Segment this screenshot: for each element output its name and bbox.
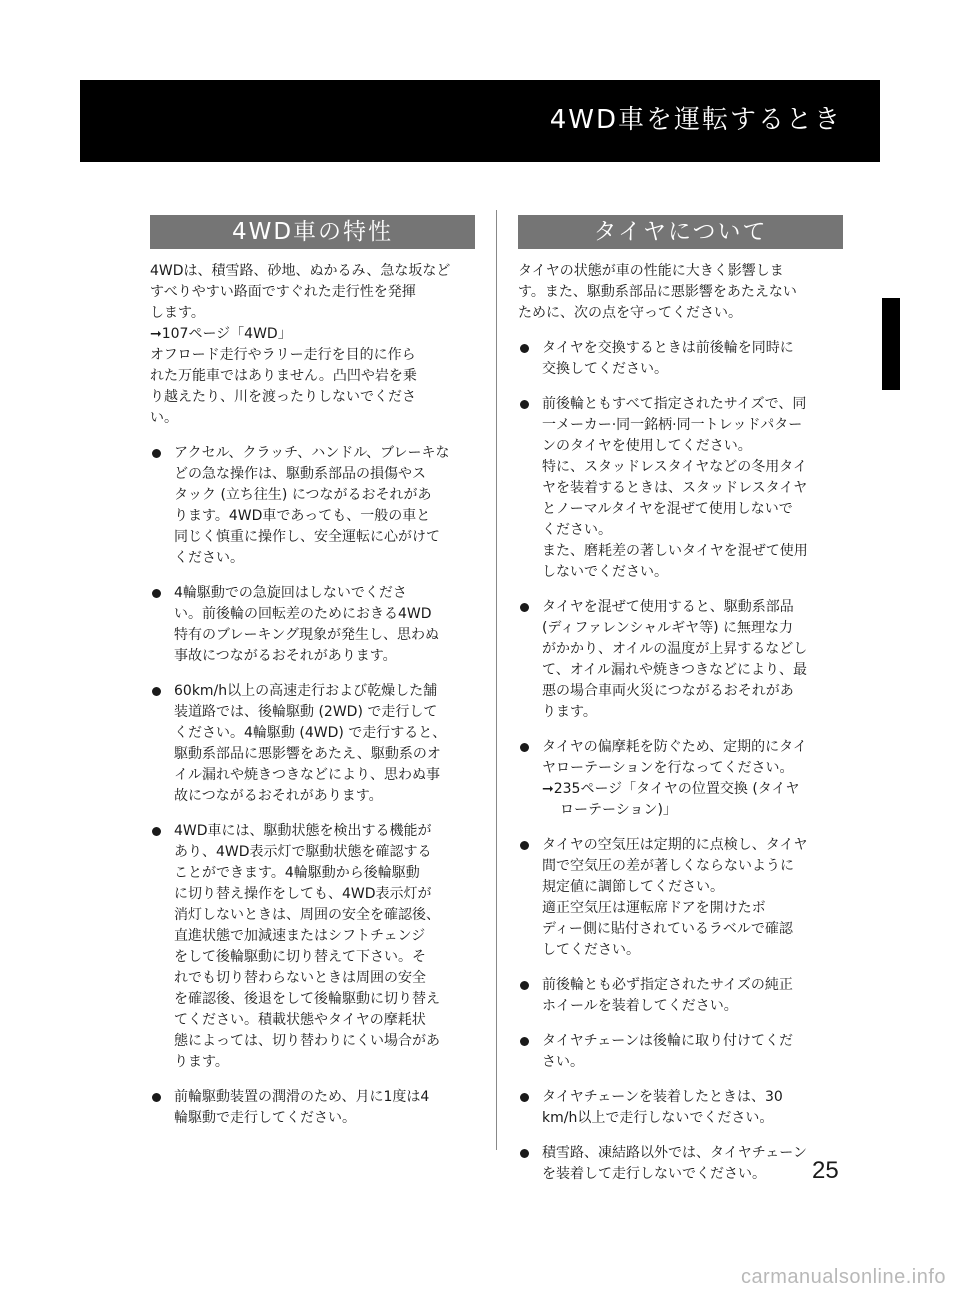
text-line: タイヤの状態が車の性能に大きく影響しま <box>518 263 784 279</box>
left-bullet-list <box>150 443 475 1129</box>
list-item <box>518 597 843 723</box>
watermark: carmanualsonline.info <box>740 1266 946 1288</box>
text-line: い。 <box>150 410 178 426</box>
bullet-icon <box>520 1093 529 1102</box>
text-line: イル漏れや焼きつきなどにより、思わぬ事 <box>174 767 440 783</box>
text-line: ります。 <box>174 1054 229 1070</box>
text-line: (ディファレンシャルギヤ等) に無理な力 <box>542 620 793 636</box>
text-line: すべりやすい路面ですぐれた走行性を発揮 <box>150 284 416 300</box>
bullet-icon <box>152 827 161 836</box>
text-line: さい。 <box>542 1054 584 1070</box>
text-line: タック (立ち往生) につながるおそれがあ <box>174 487 432 503</box>
bullet-icon <box>152 449 161 458</box>
text-line: 態によっては、切り替わりにくい場合があ <box>174 1033 440 1049</box>
text-line: しないでください。 <box>542 564 668 580</box>
text-line: 前輪駆動装置の潤滑のため、月に1度は4 <box>174 1089 430 1105</box>
list-item <box>518 394 843 583</box>
list-item <box>518 1031 843 1073</box>
text-line: ことができます。4輪駆動から後輪駆動 <box>174 865 420 881</box>
text-line: タイヤを交換するときは前後輪を同時に <box>542 340 794 356</box>
text-line: 一メーカー·同一銘柄·同一トレッドパター <box>542 417 803 433</box>
header-band <box>80 80 880 162</box>
text-line: 規定値に調節してください。 <box>542 879 724 895</box>
text-line: 事故につながるおそれがあります。 <box>174 648 397 664</box>
text-line: 積雪路、凍結路以外では、タイヤチェーン <box>542 1145 808 1161</box>
text-line: あり、4WD表示灯で駆動状態を確認する <box>174 844 432 860</box>
text-line: てください。積載状態やタイヤの摩耗状 <box>174 1012 426 1028</box>
text-line: タイヤチェーンを装着したときは、30 <box>542 1089 783 1105</box>
text-line: アクセル、クラッチ、ハンドル、ブレーキな <box>174 445 450 461</box>
chapter-tab-marker <box>882 298 900 390</box>
text-line: 前後輪とも必ず指定されたサイズの純正 <box>542 977 793 993</box>
text-line: に切り替え操作をしても、4WD表示灯が <box>174 886 432 902</box>
text-line: い。前後輪の回転差のためにおきる4WD <box>174 606 432 622</box>
text-line: れでも切り替わらないときは周囲の安全 <box>174 970 426 986</box>
section-heading-tires: タイヤについて <box>518 215 843 249</box>
text-line: がかかり、オイルの温度が上昇するなどし <box>542 641 808 657</box>
text-line: してください。 <box>542 942 640 958</box>
text-line: をして後輪駆動に切り替えて下さい。そ <box>174 949 426 965</box>
text-line: ください。 <box>174 550 244 566</box>
text-line: タイヤチェーンは後輪に取り付けてくだ <box>542 1033 794 1049</box>
section-heading-4wd-characteristics: 4WD車の特性 <box>150 215 475 249</box>
text-line: ➞235ページ「タイヤの位置交換 (タイヤ <box>542 781 800 797</box>
bullet-icon <box>152 687 161 696</box>
text-line: ホイールを装着してください。 <box>542 998 738 1014</box>
list-item <box>150 583 475 667</box>
text-line: 交換してください。 <box>542 361 668 377</box>
list-item <box>518 975 843 1017</box>
text-line: 60km/h以上の高速走行および乾燥した舗 <box>174 683 438 699</box>
bullet-icon <box>520 1149 529 1158</box>
text-line: れた万能車ではありません。凸凹や岩を乗 <box>150 368 417 384</box>
column-divider <box>496 210 497 1150</box>
text-line: 4輪駆動での急旋回はしないでくださ <box>174 585 407 601</box>
page-number: 25 <box>812 1157 839 1184</box>
rotation-page-reference <box>542 779 843 821</box>
text-line: ります。4WD車であっても、一般の車と <box>174 508 431 524</box>
text-line: 装道路では、後輪駆動 (2WD) で走行して <box>174 704 438 720</box>
text-line: タイヤの偏摩耗を防ぐため、定期的にタイ <box>542 739 807 755</box>
bullet-icon <box>520 841 529 850</box>
page-reference: ➞107ページ「4WD」 <box>150 326 292 342</box>
left-column <box>150 215 475 1143</box>
text-line: ります。 <box>542 704 597 720</box>
text-line: 故につながるおそれがあります。 <box>174 788 383 804</box>
text-line: 4WD車には、駆動状態を検出する機能が <box>174 823 432 839</box>
right-intro-text <box>518 261 843 324</box>
text-line: 特に、スタッドレスタイヤなどの冬用タイ <box>542 459 808 475</box>
text-line: 直進状態で加減速またはシフトチェンジ <box>174 928 426 944</box>
list-item <box>150 681 475 807</box>
text-line: ために、次の点を守ってください。 <box>518 305 742 321</box>
bullet-icon <box>520 1037 529 1046</box>
chapter-title: 4WD車を運転するとき <box>549 105 842 135</box>
bullet-icon <box>520 603 529 612</box>
text-line: とノーマルタイヤを混ぜて使用しないで <box>542 501 793 517</box>
text-line: 駆動系部品に悪影響をあたえ、駆動系のオ <box>174 746 441 762</box>
left-intro-text <box>150 261 475 429</box>
text-line: ローテーション)」 <box>560 802 677 818</box>
text-line: す。また、駆動系部品に悪影響をあたえない <box>518 284 797 300</box>
list-item <box>518 1087 843 1129</box>
text-line: を確認後、後退をして後輪駆動に切り替え <box>174 991 440 1007</box>
text-line: ヤを装着するときは、スタッドレスタイヤ <box>542 480 808 496</box>
text-line: 適正空気圧は運転席ドアを開けたボ <box>542 900 766 916</box>
text-line: ください。4輪駆動 (4WD) で走行すると、 <box>174 725 447 741</box>
text-line: て、オイル漏れや焼きつきなどにより、最 <box>542 662 808 678</box>
text-line: を装着して走行しないでください。 <box>542 1166 766 1182</box>
text-line: ヤローテーションを行なってください。 <box>542 760 794 776</box>
list-item <box>518 1143 843 1185</box>
text-line: タイヤの空気圧は定期的に点検し、タイヤ <box>542 837 808 853</box>
text-line: また、磨耗差の著しいタイヤを混ぜて使用 <box>542 543 808 559</box>
text-line: 消灯しないときは、周囲の安全を確認後、 <box>174 907 440 923</box>
text-line: 特有のブレーキング現象が発生し、思わぬ <box>174 627 440 643</box>
list-item <box>518 835 843 961</box>
text-line: ディー側に貼付されているラベルで確認 <box>542 921 793 937</box>
right-intro <box>518 261 843 324</box>
text-line: 悪の場合車両火災につながるおそれがあ <box>542 683 794 699</box>
text-line: ください。 <box>542 522 612 538</box>
text-line: オフロード走行やラリー走行を目的に作ら <box>150 347 416 363</box>
text-line: 輪駆動で走行してください。 <box>174 1110 356 1126</box>
text-line: ンのタイヤを使用してください。 <box>542 438 752 454</box>
bullet-icon <box>152 1093 161 1102</box>
bullet-icon <box>520 981 529 990</box>
list-item <box>150 821 475 1073</box>
list-item <box>150 1087 475 1129</box>
right-column <box>518 215 843 1199</box>
text-line: 間で空気圧の差が著しくならないように <box>542 858 794 874</box>
text-line: 同じく慎重に操作し、安全運転に心がけて <box>174 529 440 545</box>
text-line: どの急な操作は、駆動系部品の損傷やス <box>174 466 426 482</box>
text-line: 4WDは、積雪路、砂地、ぬかるみ、急な坂など <box>150 263 451 279</box>
left-intro <box>150 261 475 429</box>
bullet-icon <box>520 400 529 409</box>
list-item <box>518 737 843 821</box>
bullet-icon <box>520 344 529 353</box>
text-line: 前後輪ともすべて指定されたサイズで、同 <box>542 396 807 412</box>
text-line: タイヤを混ぜて使用すると、駆動系部品 <box>542 599 794 615</box>
text-line: り越えたり、川を渡ったりしないでくださ <box>150 389 416 405</box>
list-item <box>150 443 475 569</box>
bullet-icon <box>152 589 161 598</box>
list-item <box>518 338 843 380</box>
text-line: します。 <box>150 305 205 321</box>
right-bullet-list <box>518 338 843 1185</box>
text-line: km/h以上で走行しないでください。 <box>542 1110 774 1126</box>
bullet-icon <box>520 743 529 752</box>
